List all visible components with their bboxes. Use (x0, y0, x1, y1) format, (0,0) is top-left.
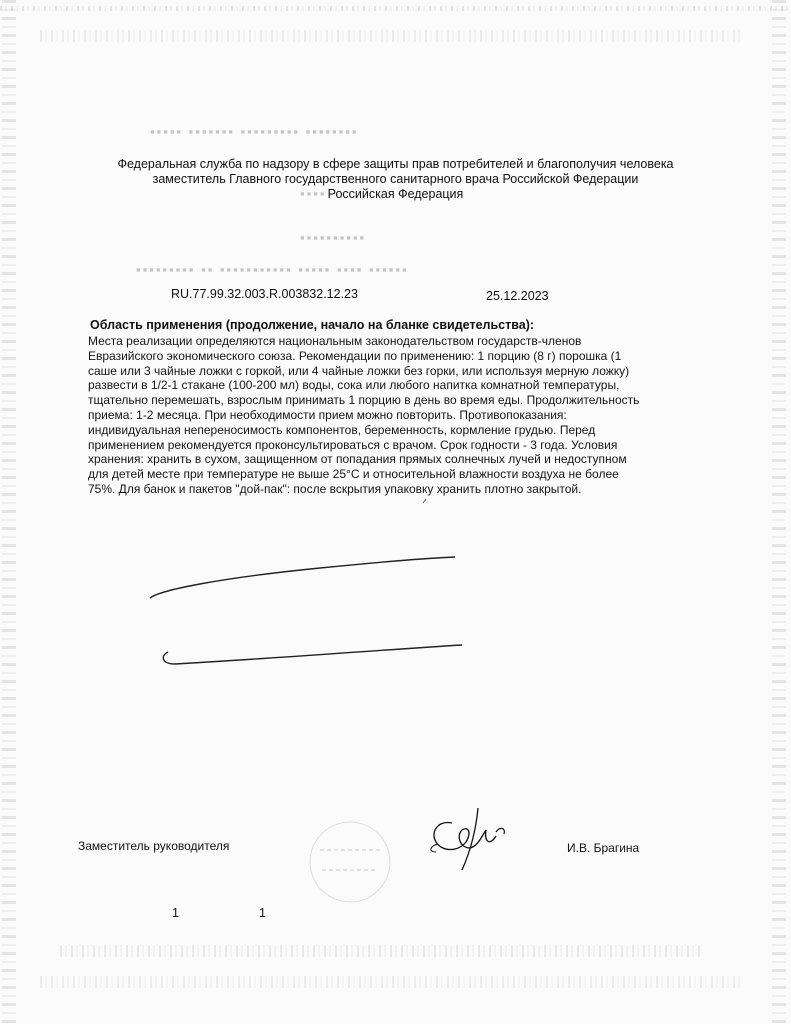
page-number-right: 1 (259, 906, 266, 920)
registration-number: RU.77.99.32.003.R.003832.12.23 (171, 287, 358, 301)
scope-text: Места реализации определяются национальным законодательством государств-членов Евразийского экономического союза. Рекомендации по применению: 1 порцию (8 г) порошка (1 саше или 3 чайные ложки с горкой, или 4 чайные ложки без горки, или используя мерную ложку) развести в 1/2-1 стакане (100-200 мл) воды, сока или любого напитка комнатной температуры, тщательно перемешать, взрослым принимать 1 порцию в день во время еды. Продолжительность приема: 1-2 месяца. При необходимости прием можно повторить. Противопоказания: индивидуальная непереносимость компонентов, беременность, кормление грудью. Перед применением рекомендуется проконсультироваться с врачом. Срок годности - 3 года. Условия хранения: хранить в сухом, защищенном от попадания прямых солнечных лучей и недоступном для детей месте при температуре не выше 25°С и относительной влажности воздуха не более 75%. Для банок и пакетов "дой-пак": после вскрытия упаковку хранить плотно закрытой. (88, 334, 640, 496)
strike-tick (423, 499, 426, 503)
faded-form-row-4: ▪▪▪▪ (300, 186, 327, 201)
faded-form-row-3: ▪▪▪▪▪▪▪▪▪ ▪▪ ▪▪▪▪▪▪▪▪▪▪▪ ▪▪▪▪▪ ▪▪▪▪ ▪▪▪▪▪▪ (136, 262, 409, 277)
registration-date: 25.12.2023 (486, 289, 549, 303)
faded-stamp (310, 822, 390, 902)
scope-title: Область применения (продолжение, начало на бланке свидетельства): (90, 318, 535, 332)
header-position: заместитель Главного государственного санитарного врача Российской Федерации (152, 172, 639, 186)
strike-line-upper (150, 557, 455, 598)
faded-form-row-2: ▪▪▪▪▪▪▪▪▪▪ (300, 230, 367, 245)
handwritten-signature (431, 808, 504, 870)
header-country: Российская Федерация (327, 187, 464, 201)
signer-title: Заместитель руководителя (78, 839, 230, 853)
header-agency: Федеральная служба по надзору в сфере защиты прав потребителей и благополучия человека (117, 157, 674, 171)
strike-line-lower (163, 645, 462, 664)
signer-name: И.В. Брагина (567, 841, 640, 855)
page-number-left: 1 (172, 906, 179, 920)
faded-form-row-1: ▪▪▪▪▪ ▪▪▪▪▪▪▪ ▪▪▪▪▪▪▪▪▪ ▪▪▪▪▪▪▪▪ (150, 124, 359, 139)
